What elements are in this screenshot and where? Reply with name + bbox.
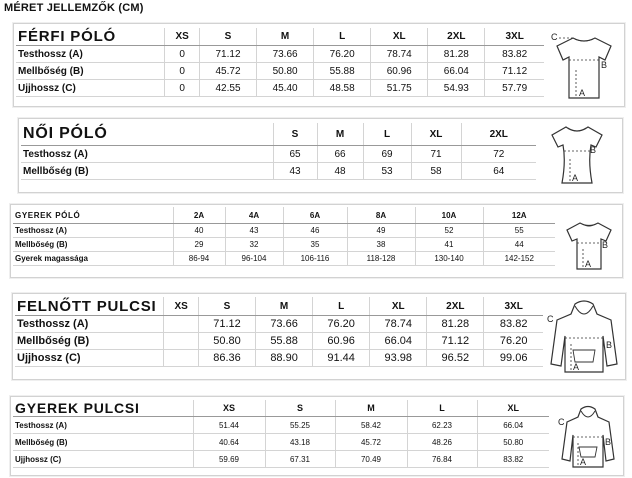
adult-hoodie-card <box>12 293 626 380</box>
table-cell: 50.80 <box>477 434 549 451</box>
table-cell: 48 <box>317 163 363 180</box>
table-cell: 66.04 <box>428 63 485 80</box>
table-cell: 55 <box>483 224 555 238</box>
table-cell: 43.18 <box>265 434 335 451</box>
table-cell: 71.12 <box>427 333 484 350</box>
size-header: 2XL <box>428 28 485 46</box>
table-cell: 43 <box>273 163 317 180</box>
table-cell <box>164 316 199 333</box>
kids-tshirt-icon <box>561 217 617 273</box>
table-cell: 44 <box>483 238 555 252</box>
table-cell: 41 <box>415 238 483 252</box>
adult-hoodie-table <box>15 297 543 367</box>
table-cell: 51.75 <box>371 80 428 97</box>
womens-tshirt-table <box>21 123 536 180</box>
size-header: M <box>335 400 407 417</box>
header-row <box>15 297 543 316</box>
table-cell: 40.64 <box>193 434 265 451</box>
table-cell: 71.12 <box>198 316 255 333</box>
mens-tshirt-card <box>13 23 625 107</box>
table-cell: 45.72 <box>335 434 407 451</box>
table-cell: 81.28 <box>427 316 484 333</box>
table-cell: 55.25 <box>265 417 335 434</box>
table-cell: 72 <box>461 146 536 163</box>
kids-hoodie-card <box>10 396 624 476</box>
size-header: XS <box>193 400 265 417</box>
table-cell: 81.28 <box>428 46 485 63</box>
header-row <box>13 400 549 417</box>
table-cell <box>164 350 199 367</box>
table-cell: 62.23 <box>407 417 477 434</box>
row-label: Ujjhossz (C) <box>15 350 164 367</box>
figure-label-b: B <box>605 437 612 447</box>
row-label: Mellbőség (B) <box>13 238 173 252</box>
table-cell: 86.36 <box>198 350 255 367</box>
header-row <box>16 28 544 46</box>
kids-hoodie-icon <box>556 403 620 471</box>
tshirt-icon <box>549 30 619 102</box>
size-header: M <box>317 123 363 146</box>
size-header: XL <box>477 400 549 417</box>
table-cell: 83.82 <box>484 316 543 333</box>
table-cell: 83.82 <box>485 46 544 63</box>
table-cell: 142-152 <box>483 252 555 266</box>
row-label: Ujjhossz (C) <box>13 451 193 468</box>
table-cell: 106-116 <box>283 252 347 266</box>
table-cell: 78.74 <box>371 46 428 63</box>
table-cell: 71.12 <box>485 63 544 80</box>
size-header: XL <box>370 297 427 316</box>
table-row <box>13 451 549 468</box>
row-label: Testhossz (A) <box>13 417 193 434</box>
table-title: NŐI PÓLÓ <box>21 123 273 146</box>
size-header: M <box>257 28 314 46</box>
size-header: XL <box>371 28 428 46</box>
table-cell: 76.20 <box>314 46 371 63</box>
table-cell: 118-128 <box>347 252 415 266</box>
table-cell: 51.44 <box>193 417 265 434</box>
table-cell: 45.72 <box>199 63 256 80</box>
table-cell: 55.88 <box>256 333 313 350</box>
size-header: M <box>256 297 313 316</box>
table-row <box>13 252 555 266</box>
size-header: L <box>314 28 371 46</box>
table-row <box>21 163 536 180</box>
table-cell: 83.82 <box>477 451 549 468</box>
size-header: 2XL <box>461 123 536 146</box>
table-cell: 55.88 <box>314 63 371 80</box>
table-cell: 52 <box>415 224 483 238</box>
table-cell: 32 <box>225 238 283 252</box>
row-label: Testhossz (A) <box>16 46 165 63</box>
table-cell: 71 <box>411 146 461 163</box>
figure-label-a: A <box>585 259 592 269</box>
table-row <box>16 80 544 97</box>
table-cell: 76.20 <box>313 316 370 333</box>
table-cell: 78.74 <box>370 316 427 333</box>
kids-tshirt-card <box>10 204 623 278</box>
table-cell: 0 <box>165 63 200 80</box>
size-header: 3XL <box>485 28 544 46</box>
row-label: Mellbőség (B) <box>15 333 164 350</box>
table-title: FELNŐTT PULCSI <box>15 297 164 316</box>
table-cell: 66.04 <box>370 333 427 350</box>
figure-label-a: A <box>572 173 579 183</box>
size-header: XS <box>164 297 199 316</box>
size-header: 4A <box>225 207 283 224</box>
table-cell: 66.04 <box>477 417 549 434</box>
table-cell: 54.93 <box>428 80 485 97</box>
table-row <box>16 63 544 80</box>
table-cell: 42.55 <box>199 80 256 97</box>
size-header: 6A <box>283 207 347 224</box>
row-label: Testhossz (A) <box>21 146 273 163</box>
row-label: Testhossz (A) <box>15 316 164 333</box>
size-header: L <box>407 400 477 417</box>
table-row <box>16 46 544 63</box>
table-cell: 86-94 <box>173 252 225 266</box>
table-row <box>13 224 555 238</box>
table-cell: 70.49 <box>335 451 407 468</box>
hoodie-icon <box>545 298 623 376</box>
table-cell: 50.80 <box>198 333 255 350</box>
size-header: S <box>198 297 255 316</box>
table-cell: 60.96 <box>371 63 428 80</box>
table-cell: 76.20 <box>484 333 543 350</box>
table-cell: 40 <box>173 224 225 238</box>
table-row <box>13 417 549 434</box>
womens-tshirt-icon <box>544 121 610 189</box>
size-header: XS <box>165 28 200 46</box>
figure-label-b: B <box>602 240 609 250</box>
table-cell: 69 <box>363 146 411 163</box>
figure-label-b: B <box>601 60 608 70</box>
size-header: S <box>199 28 256 46</box>
page-title: MÉRET JELLEMZŐK (CM) <box>4 2 144 14</box>
figure-label-a: A <box>579 88 586 98</box>
table-cell: 67.31 <box>265 451 335 468</box>
mens-tshirt-table <box>16 28 544 97</box>
table-cell: 60.96 <box>313 333 370 350</box>
size-header: L <box>313 297 370 316</box>
table-cell: 57.79 <box>485 80 544 97</box>
table-cell: 0 <box>165 46 200 63</box>
size-header: 3XL <box>484 297 543 316</box>
table-cell: 0 <box>165 80 200 97</box>
table-cell: 43 <box>225 224 283 238</box>
table-row <box>21 146 536 163</box>
header-row <box>21 123 536 146</box>
table-cell: 76.84 <box>407 451 477 468</box>
row-label: Mellbőség (B) <box>16 63 165 80</box>
size-header: 8A <box>347 207 415 224</box>
size-header: L <box>363 123 411 146</box>
figure-label-c: C <box>547 314 554 324</box>
table-cell: 64 <box>461 163 536 180</box>
kids-tshirt-table <box>13 207 555 266</box>
figure-label-a: A <box>573 362 580 372</box>
figure-label-a: A <box>580 457 587 467</box>
table-row <box>15 350 543 367</box>
size-header: 2A <box>173 207 225 224</box>
table-cell: 49 <box>347 224 415 238</box>
size-header: S <box>273 123 317 146</box>
row-label: Gyerek magassága <box>13 252 173 266</box>
table-cell: 48.58 <box>314 80 371 97</box>
table-cell: 96-104 <box>225 252 283 266</box>
size-header: 12A <box>483 207 555 224</box>
table-cell: 73.66 <box>257 46 314 63</box>
table-cell: 35 <box>283 238 347 252</box>
table-cell: 93.98 <box>370 350 427 367</box>
row-label: Testhossz (A) <box>13 224 173 238</box>
size-header: 2XL <box>427 297 484 316</box>
table-cell: 99.06 <box>484 350 543 367</box>
table-cell: 48.26 <box>407 434 477 451</box>
kids-hoodie-table <box>13 400 549 468</box>
womens-tshirt-card <box>18 118 623 193</box>
table-cell: 91.44 <box>313 350 370 367</box>
table-cell: 46 <box>283 224 347 238</box>
table-cell: 45.40 <box>257 80 314 97</box>
table-cell: 59.69 <box>193 451 265 468</box>
table-cell: 58 <box>411 163 461 180</box>
size-header: S <box>265 400 335 417</box>
figure-label-b: B <box>590 145 597 155</box>
table-row <box>13 238 555 252</box>
table-row <box>13 434 549 451</box>
table-cell <box>164 333 199 350</box>
size-header: 10A <box>415 207 483 224</box>
table-cell: 29 <box>173 238 225 252</box>
figure-label-c: C <box>551 32 558 42</box>
table-title: FÉRFI PÓLÓ <box>16 28 165 46</box>
row-label: Mellbőség (B) <box>21 163 273 180</box>
row-label: Mellbőség (B) <box>13 434 193 451</box>
table-title: GYEREK PÓLÓ <box>13 207 173 224</box>
table-cell: 130-140 <box>415 252 483 266</box>
table-cell: 58.42 <box>335 417 407 434</box>
table-cell: 66 <box>317 146 363 163</box>
table-row <box>15 333 543 350</box>
table-cell: 53 <box>363 163 411 180</box>
table-cell: 50.80 <box>257 63 314 80</box>
figure-label-b: B <box>606 340 613 350</box>
header-row <box>13 207 555 224</box>
row-label: Ujjhossz (C) <box>16 80 165 97</box>
table-cell: 71.12 <box>199 46 256 63</box>
figure-label-c: C <box>558 417 565 427</box>
size-header: XL <box>411 123 461 146</box>
table-cell: 38 <box>347 238 415 252</box>
table-title: GYEREK PULCSI <box>13 400 193 417</box>
table-cell: 73.66 <box>256 316 313 333</box>
table-cell: 96.52 <box>427 350 484 367</box>
table-cell: 88.90 <box>256 350 313 367</box>
table-cell: 65 <box>273 146 317 163</box>
table-row <box>15 316 543 333</box>
